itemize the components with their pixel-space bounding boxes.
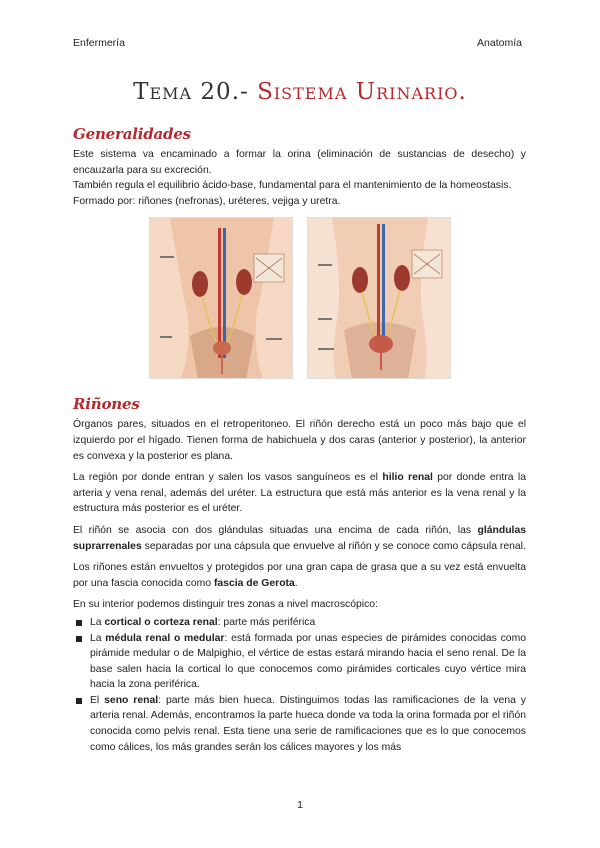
kidney-zones-list [73,615,526,755]
text-run: Los riñones están envueltos y protegidos por una gran capa de grasa que a su vez está envuelta por una fascia conocida como [73,562,526,589]
text-run: El [90,694,105,706]
male-anatomy-image [150,218,293,379]
header-subject-right: Anatomía [477,37,522,49]
paragraph: Este sistema va encaminado a formar la orina (eliminación de sustancias de desecho) y encauzarla para su excreción. [73,149,526,176]
paragraph-gerota [73,560,526,591]
text-run: La [90,616,105,628]
paragraph: Órganos pares, situados en el retroperitoneo. El riñón derecho está un poco más bajo que el izquierdo por el hígado. Tienen forma de habichuela y dos caras (anterior y posterior), la anterior es convexa y la posterior es plana. [73,419,526,462]
female-anatomy-image [308,218,451,379]
text-run: El riñón se asocia con dos glándulas situadas una encima de cada riñón, las [73,524,478,536]
bold-term: cortical o corteza renal [104,616,218,628]
bold-term-hilio-renal: hilio renal [382,472,433,484]
title-main: Sistema Urinario. [257,79,467,105]
bold-term-glandulas-suprarrenales: glándulas suprarrenales [73,524,526,552]
paragraph-suprarrenales [73,523,526,554]
female-urinary-illustration [307,217,451,379]
list-item [73,693,526,755]
page-header [73,37,522,49]
bold-term: seno renal [104,694,159,706]
square-bullet-icon [76,636,82,642]
paragraph: Formado por: riñones (nefronas), uréteres, vejiga y uretra. [73,195,341,207]
paragraph-hilio [73,470,526,517]
square-bullet-icon [76,698,82,704]
page-content [73,123,526,755]
text-run: . [294,577,298,589]
bold-term-fascia-gerota: fascia de Gerota [213,577,295,589]
section-heading-rinones: Riñones [73,395,140,414]
list-item [73,615,526,631]
text-run: La [90,632,106,644]
header-subject-left: Enfermería [73,37,125,49]
title-prefix: Tema 20.- [133,79,258,105]
text-run: : parte más bien hueca. Distinguimos todas las ramificaciones de la vena y arteria renal. Además, encontramos la parte hueca donde va toda la orina formada por el riñón conocida como pelvis renal. Esta tiene una serie de ramificaciones que es lo que conocemos como cálices, los más grandes serán los cálices mayores y los más [90,694,526,753]
bold-term: médula renal o medular [105,632,225,644]
urinary-system-figure [73,217,526,379]
list-item [73,631,526,693]
male-urinary-illustration [149,217,293,379]
section-heading-generalidades: Generalidades [73,125,191,143]
text-run: La región por donde entran y salen los vasos sanguíneos es el [73,472,383,484]
document-title [0,78,600,106]
paragraph: También regula el equilibrio ácido-base, fundamental para el mantenimiento de la homeostasis. [73,180,512,192]
text-run: : parte más periférica [217,616,316,628]
page-number: 1 [297,799,303,811]
text-run: separadas por una cápsula que envuelve al riñón y se conoce como cápsula renal. [141,540,526,552]
paragraph: En su interior podemos distinguir tres zonas a nivel macroscópico: [73,599,378,611]
square-bullet-icon [76,620,82,626]
text-run: : está formada por unas especies de pirámides conocidas como pirámide medular o de Malpighio, el vértice de estas estará mirando hacia el seno renal. De la base salen hacia la cortical lo que conocemos como pirámides corticales cuyo vértice mira hacia la zona periférica. [90,632,527,691]
text-run: por donde entra la arteria y vena renal, además del uréter. La estructura que está más anterior es la vena renal y la estructura más posterior es el uréter. [73,472,526,515]
